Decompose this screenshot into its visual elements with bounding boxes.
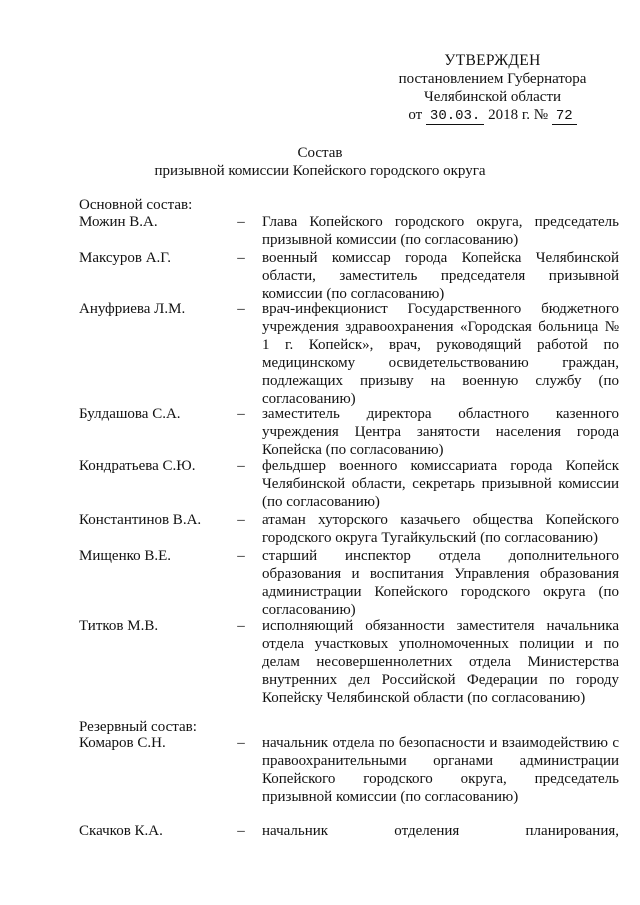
member-name: Кондратьева С.Ю. (79, 458, 196, 474)
member-description: начальник отделения планирования, (262, 823, 619, 839)
member-name: Титков М.В. (79, 618, 159, 634)
member-description: заместитель директора областного казенного учреждения Центра занятости населения города Копейска (по согласованию) (262, 406, 619, 458)
member-description: Глава Копейского городского округа, председатель призывной комиссии (по согласованию) (262, 214, 619, 248)
member-description: военный комиссар города Копейска Челябинской области, заместитель председателя призывной комиссии (по согласованию) (262, 250, 619, 302)
document-heading (60, 144, 580, 180)
approval-line-2: Челябинской области (423, 89, 562, 105)
member-name: Максуров А.Г. (79, 250, 172, 266)
member-name: Можин В.А. (79, 214, 158, 230)
approval-title: УТВЕРЖДЕН (444, 52, 541, 69)
approval-date-prefix: от (408, 107, 423, 123)
member-name: Булдашова С.А. (79, 406, 181, 422)
approval-date-suffix: 2018 г. № (488, 107, 549, 123)
member-dash: – (237, 512, 245, 528)
member-name: Мищенко В.Е. (79, 548, 172, 564)
approval-date-line (380, 106, 605, 125)
member-dash: – (237, 250, 245, 266)
heading-line-1: Состав (297, 145, 343, 161)
member-description: исполняющий обязанности заместителя начальника отдела участковых уполномоченных полиции и по делам несовершеннолетних отдела Министерства внутренних дел Российской Федерации по городу Копейску Челябинской области (по согласованию) (262, 618, 619, 706)
member-description: врач-инфекционист Государственного бюджетного учреждения здравоохранения «Городская больница № 1 г. Копейск», врач, руководящий работой по медицинскому освидетельствованию граждан, подлежащих призыву на военную службу (по согласованию) (262, 301, 619, 407)
main-section-label: Основной состав: (79, 197, 193, 213)
approval-line-1: постановлением Губернатора (398, 71, 587, 87)
member-dash: – (237, 823, 245, 839)
member-description: атаман хуторского казачьего общества Копейского городского округа Тугайкульский (по согласованию) (262, 512, 619, 546)
member-dash: – (237, 214, 245, 230)
reserve-section-label: Резервный состав: (79, 719, 197, 735)
member-dash: – (237, 406, 245, 422)
member-description: начальник отдела по безопасности и взаимодействию с правоохранительными органами администрации Копейского городского округа, председатель призывной комиссии (по согласованию) (262, 735, 619, 805)
member-name: Комаров С.Н. (79, 735, 166, 751)
heading-line-2: призывной комиссии Копейского городского округа (154, 163, 486, 179)
member-name: Ануфриева Л.М. (79, 301, 186, 317)
member-dash: – (237, 458, 245, 474)
member-name: Константинов В.А. (79, 512, 202, 528)
member-description: старший инспектор отдела дополнительного образования и воспитания Управления образования администрации Копейского городского округа (по согласованию) (262, 548, 619, 618)
member-dash: – (237, 735, 245, 751)
member-name: Скачков К.А. (79, 823, 163, 839)
approval-date-value: 30.03. (426, 108, 484, 125)
member-dash: – (237, 618, 245, 634)
member-description: фельдшер военного комиссариата города Копейск Челябинской области, секретарь призывной комиссии (по согласованию) (262, 458, 619, 510)
member-dash: – (237, 301, 245, 317)
member-dash: – (237, 548, 245, 564)
approval-stamp (380, 52, 605, 125)
approval-number-value: 72 (552, 108, 577, 125)
